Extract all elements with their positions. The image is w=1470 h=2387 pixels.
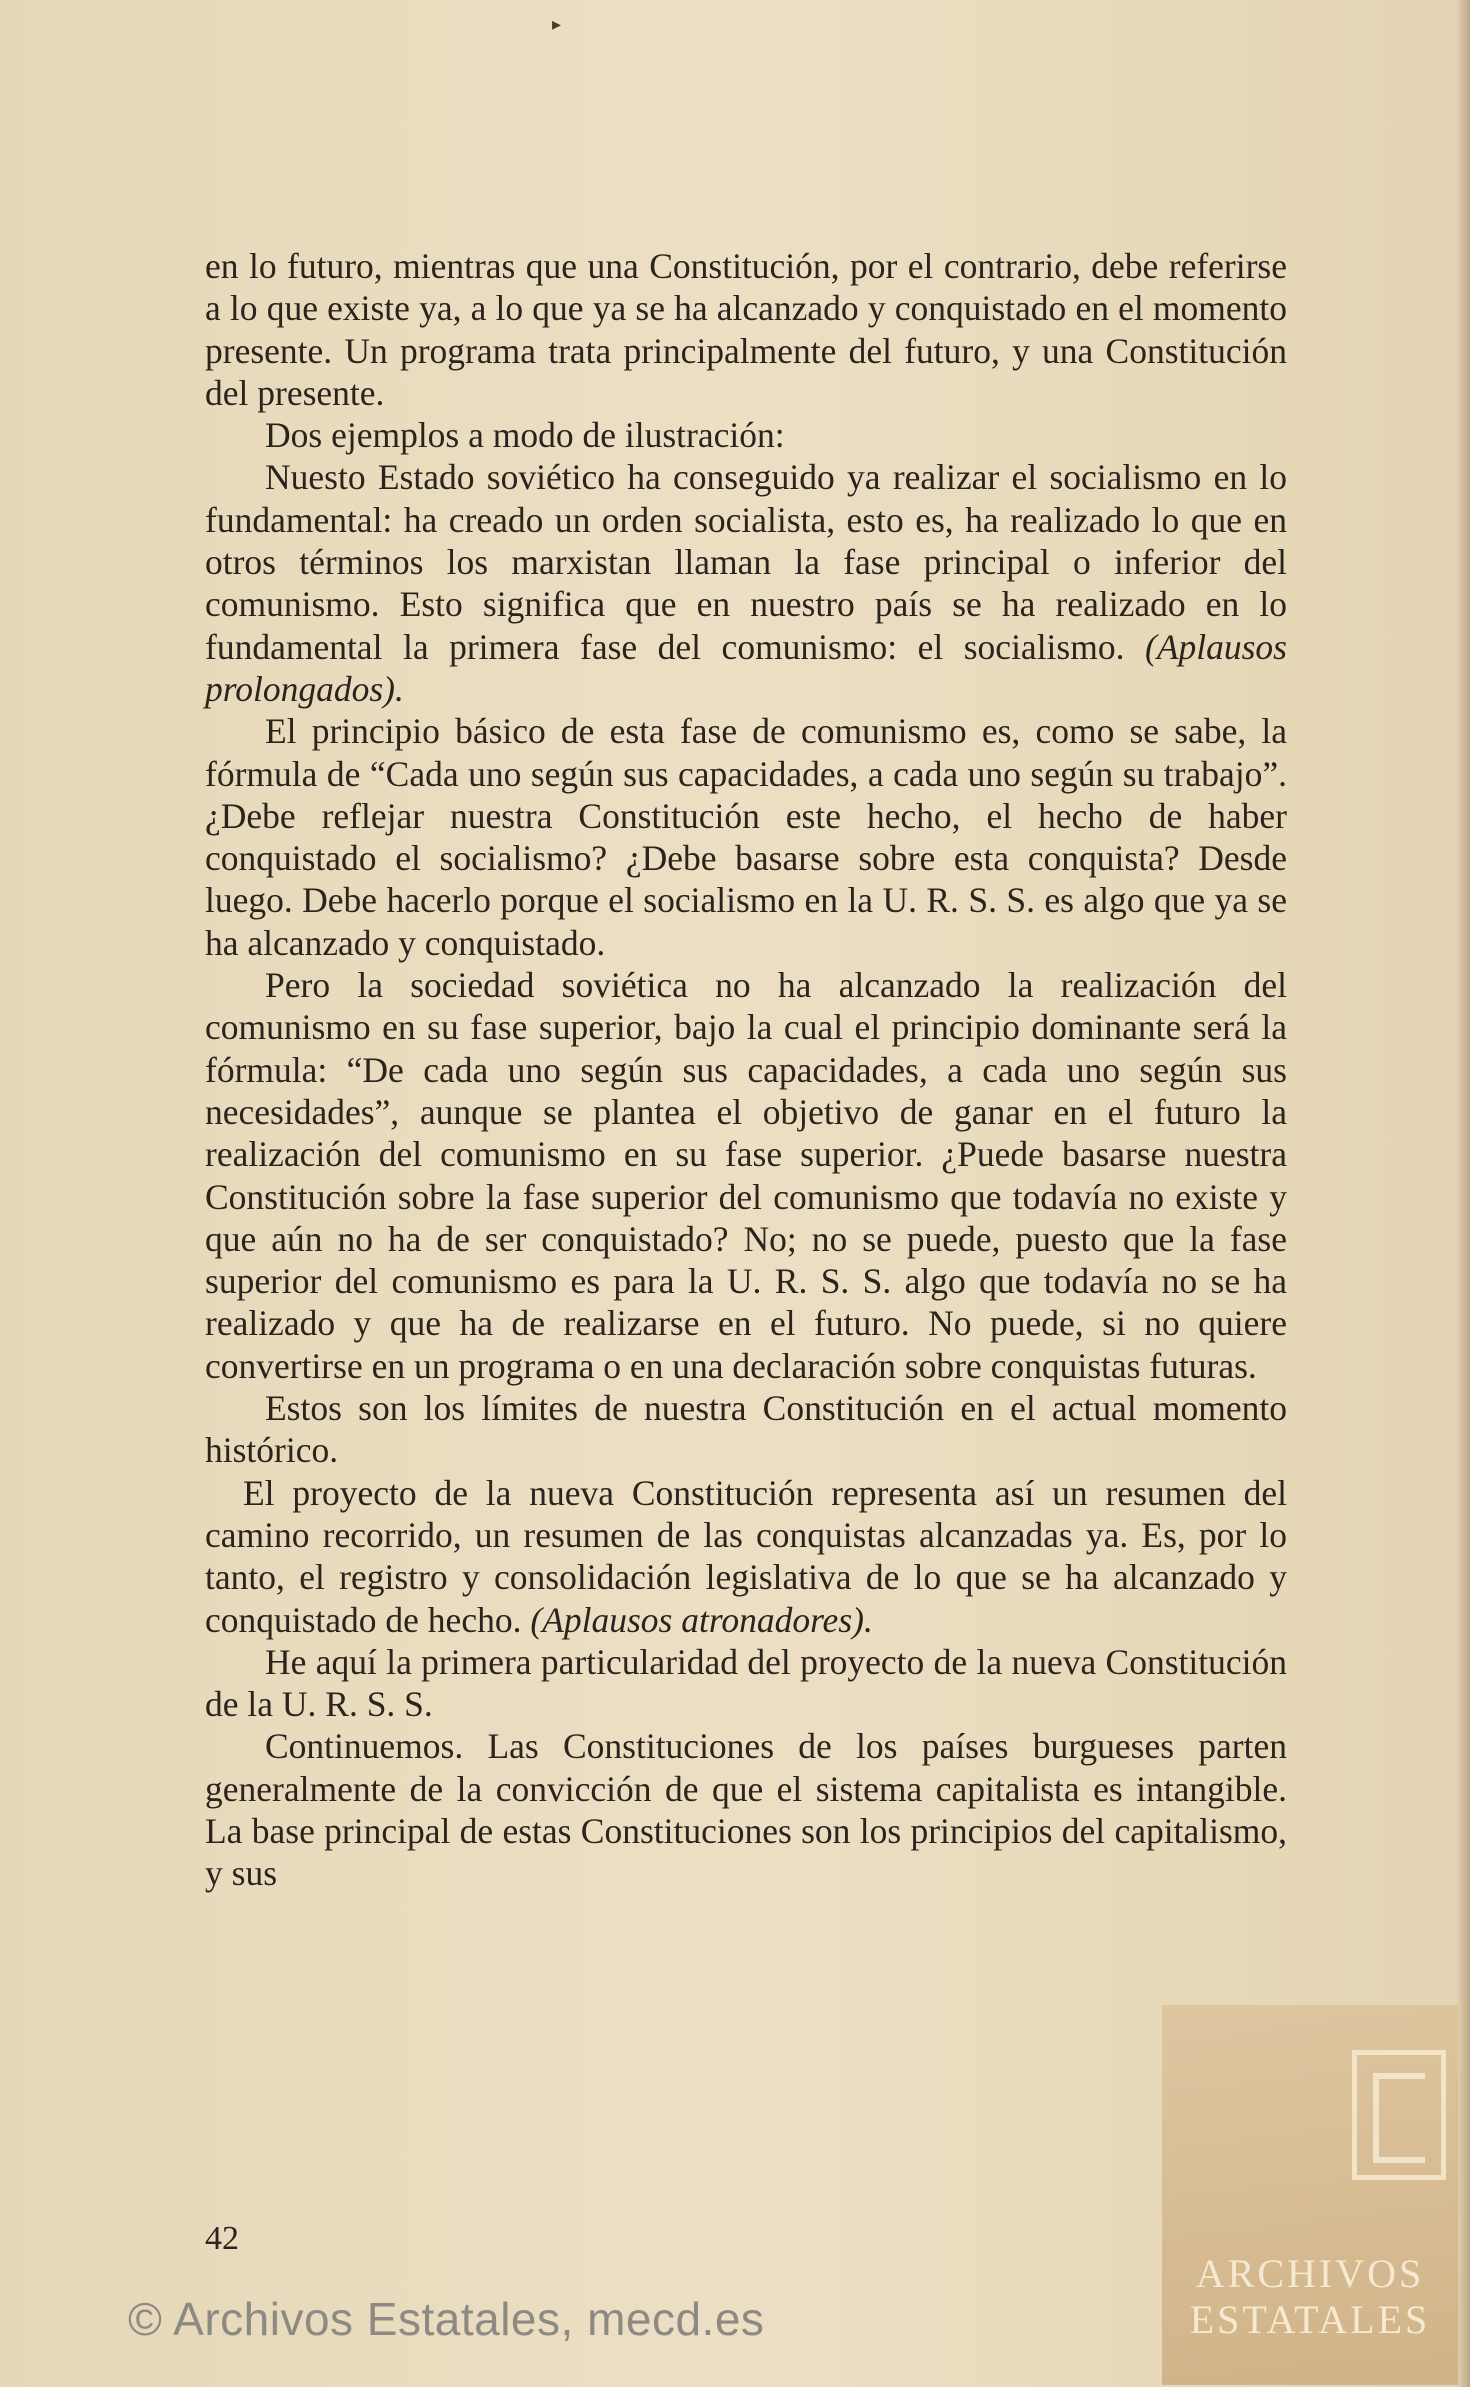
body-text [205,245,1287,1895]
archive-logo-text-1: ARCHIVOS [1195,2251,1425,2296]
archive-logo-icon [1352,2050,1446,2180]
paragraph-6: Estos son los límites de nuestra Constitución en el actual momento histórico. [205,1388,1287,1471]
paragraph-9: Continuemos. Las Constituciones de los países burgueses parten generalmente de la convicción de que el sistema capitalista es intangible. La base principal de estas Constituciones son los principios del capitalismo, y sus [205,1726,1287,1894]
paragraph-5: Pero la sociedad soviética no ha alcanzado la realización del comunismo en su fase superior, bajo la cual el principio dominante será la fórmula: “De cada uno según sus capacidades, a cada uno según sus necesidades”, aunque se plantea el objetivo de ganar en el futuro la realización del comunismo en su fase superior. ¿Puede basarse nuestra Constitución sobre la fase superior del comunismo que todavía no existe y que aún no ha de ser conquistado? No; no se puede, puesto que la fase superior del comunismo es para la U. R. S. S. algo que todavía no se ha realizado y que ha de realizarse en el futuro. No puede, si no quiere convertirse en un programa o en una declaración sobre conquistas futuras. [205,965,1287,1386]
paragraph-8: He aquí la primera particularidad del proyecto de la nueva Constitución de la U. R. S. S. [205,1641,1287,1725]
copyright-watermark: © Archivos Estatales, mecd.es [128,2293,765,2345]
paragraph-3: Nuesto Estado soviético ha conseguido ya realizar el socialismo en lo fundamental: ha creado un orden socialista, esto es, ha realizado lo que en otros términos los marxistan llaman la fase principal o inferior del comunismo. Esto significa que en nuestro país se ha realizado en lo fundamental la primera fase del comunismo: el socialismo. (Aplausos prolongados). [205,457,1287,709]
page-edge-shadow [1456,0,1470,2387]
printer-mark: ▸ [552,14,562,34]
paragraph-2: Dos ejemplos a modo de ilustración: [265,415,785,456]
applause-note: (Aplausos atronadores). [530,1599,873,1640]
page-number: 42 [205,2220,239,2257]
paragraph-7: El proyecto de la nueva Constitución representa así un resumen del camino recorrido, un resumen de las conquistas alcanzadas ya. Es, por lo tanto, el registro y consolidación legislativa de lo que se ha alcanzado y conquistado de hecho. (Aplausos atronadores). [205,1472,1287,1640]
paragraph-4: El principio básico de esta fase de comunismo es, como se sabe, la fórmula de “Cada uno según sus capacidades, a cada uno según su trabajo”. ¿Debe reflejar nuestra Constitución este hecho, el hecho de haber conquistado el socialismo? ¿Debe basarse sobre esta conquista? Desde luego. Debe hacerlo porque el socialismo en la U. R. S. S. es algo que ya se ha alcanzado y conquistado. [205,711,1287,963]
archive-logo-text-2: ESTATALES [1189,2297,1431,2342]
applause-note: (Aplausos prolongados). [205,626,1287,709]
paragraph-1: en lo futuro, mientras que una Constitución, por el contrario, debe referirse a lo que existe ya, a lo que ya se ha alcanzado y conquistado en el momento presente. Un programa trata principalmente del futuro, y una Constitución del presente. [205,246,1287,413]
